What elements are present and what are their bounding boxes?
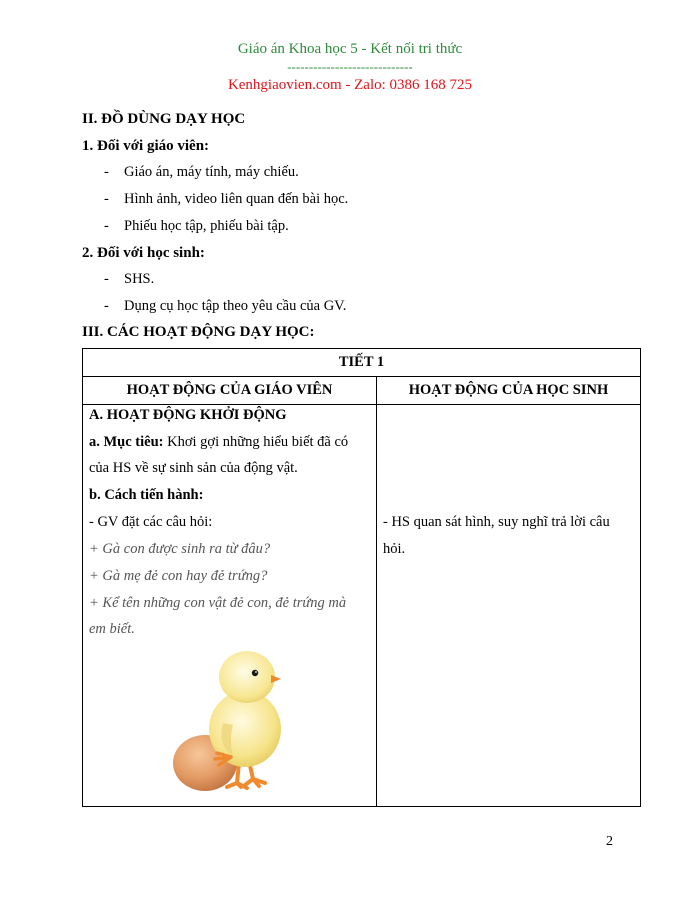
goal-line-1: a. Mục tiêu: Khơi gợi những hiểu biết đã có xyxy=(89,434,349,450)
teacher-column-header: HOẠT ĐỘNG CỦA GIÁO VIÊN xyxy=(83,377,377,405)
goal-line-2: của HS về sự sinh sản của động vật. xyxy=(89,460,298,476)
lesson-table xyxy=(82,348,641,807)
question-3-line-1: + Kể tên những con vật đẻ con, đẻ trứng mà xyxy=(89,595,347,611)
question-2: + Gà mẹ đẻ con hay đẻ trứng? xyxy=(89,568,268,584)
header-separator: ----------------------------- xyxy=(287,59,413,74)
student-answer-line-1: - HS quan sát hình, suy nghĩ trả lời câu xyxy=(383,514,610,530)
section-2-heading: II. ĐỒ DÙNG DẠY HỌC xyxy=(82,111,246,127)
activity-title: A. HOẠT ĐỘNG KHỞI ĐỘNG xyxy=(89,407,287,423)
header-site-contact: Kenhgiaovien.com - Zalo: 0386 168 725 xyxy=(227,77,473,93)
list-item: - Hình ảnh, video liên quan đến bài học. xyxy=(104,191,349,207)
section-3-heading: III. CÁC HOẠT ĐỘNG DẠY HỌC: xyxy=(82,324,315,340)
header-title: Giáo án Khoa học 5 - Kết nối tri thức xyxy=(237,41,463,57)
ask-line: - GV đặt các câu hỏi: xyxy=(89,514,213,530)
question-1: + Gà con được sinh ra từ đâu? xyxy=(89,541,271,557)
student-heading: 2. Đối với học sinh: xyxy=(82,245,205,261)
student-answer-line-2: hỏi. xyxy=(383,541,406,557)
period-title: TIẾT 1 xyxy=(83,349,641,377)
method-label: b. Cách tiến hành: xyxy=(89,487,204,503)
list-item: - SHS. xyxy=(104,271,155,287)
list-item: - Giáo án, máy tính, máy chiếu. xyxy=(104,164,299,180)
chick-and-egg-image xyxy=(167,645,297,795)
list-item: - Dụng cụ học tập theo yêu cầu của GV. xyxy=(104,298,347,314)
student-activity-cell xyxy=(377,405,641,807)
page-number: 2 xyxy=(606,834,613,849)
list-item: - Phiếu học tập, phiếu bài tập. xyxy=(104,218,289,234)
teacher-activity-cell xyxy=(83,405,377,807)
question-3-line-2: em biết. xyxy=(89,621,135,637)
student-column-header: HOẠT ĐỘNG CỦA HỌC SINH xyxy=(377,377,641,405)
teacher-heading: 1. Đối với giáo viên: xyxy=(82,138,210,154)
